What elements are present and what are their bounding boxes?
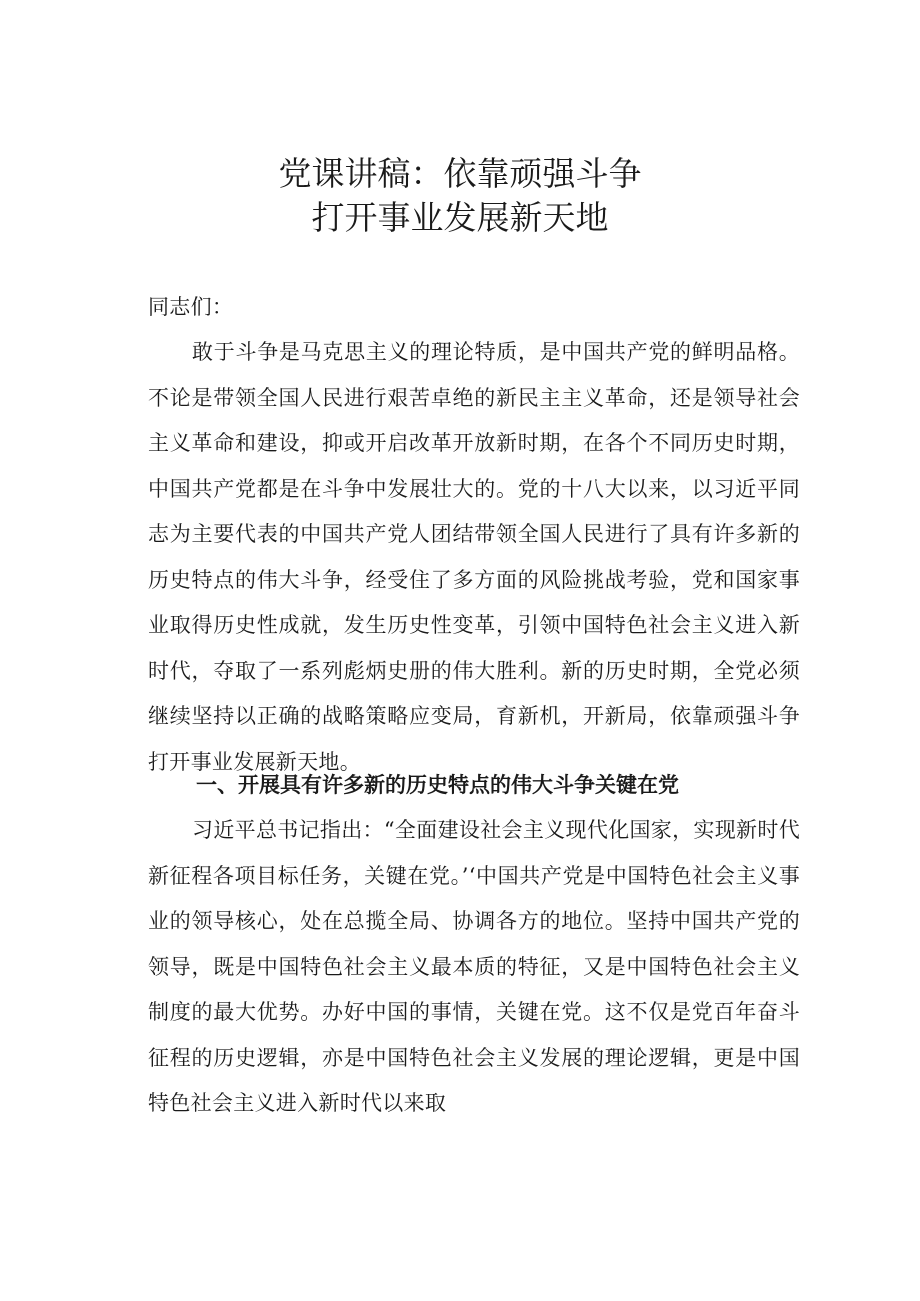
section-heading-1: 一、开展具有许多新的历史特点的伟大斗争关键在党 [196,773,679,797]
salutation: 同志们： [148,295,234,319]
paragraph-intro: 敢于斗争是马克思主义的理论特质，是中国共产党的鲜明品格。不论是带领全国人民进行艰苦卓绝的新民主主义革命，还是领导社会主义革命和建设，抑或开启改革开放新时期，在各个不同历史时期，中国共产党都是在斗争中发展壮大的。党的十八大以来，以习近平同志为主要代表的中国共产党人团结带领全国人民进行了具有许多新的历史特点的伟大斗争，经受住了多方面的风险挑战考验，党和国家事业取得历史性成就，发生历史性变革，引领中国特色社会主义进入新时代，夺取了一系列彪炳史册的伟大胜利。新的历史时期，全党必须继续坚持以正确的战略策略应变局，育新机，开新局，依靠顽强斗争打开事业发展新天地。 [148,340,800,774]
document-title-line-1: 党课讲稿：依靠顽强斗争 [278,154,642,193]
document-title-line-2: 打开事业发展新天地 [311,198,609,237]
paragraph-section-1: 习近平总书记指出：“全面建设社会主义现代化国家，实现新时代新征程各项目标任务，关键在党。’‘中国共产党是中国特色社会主义事业的领导核心，处在总揽全局、协调各方的地位。坚持中国共产党的领导，既是中国特色社会主义最本质的特征，又是中国特色社会主义制度的最大优势。办好中国的事情，关键在党。这不仅是党百年奋斗征程的历史逻辑，亦是中国特色社会主义发展的理论逻辑，更是中国特色社会主义进入新时代以来取 [148,818,800,1115]
